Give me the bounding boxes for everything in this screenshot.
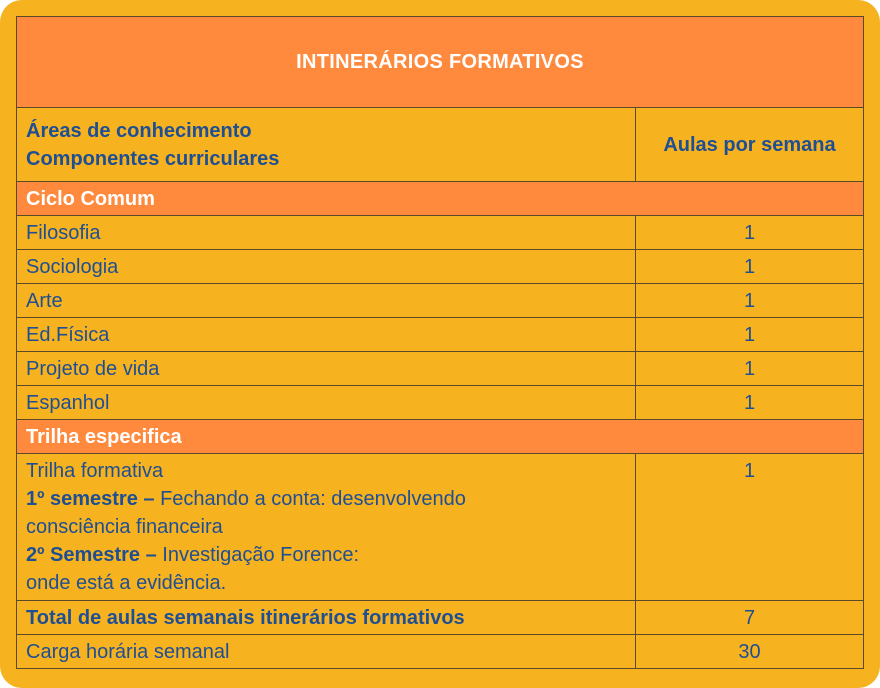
- total-value: 7: [636, 601, 864, 635]
- header-areas: [17, 108, 636, 182]
- subject-name: Filosofia: [17, 216, 636, 250]
- carga-row: [17, 635, 864, 669]
- total-label: Total de aulas semanais itinerários formativos: [17, 601, 636, 635]
- subject-aulas: 1: [636, 318, 864, 352]
- header-areas-line2: Componentes curriculares: [26, 147, 280, 170]
- table-row: [17, 352, 864, 386]
- section-label: Trilha especifica: [17, 420, 864, 454]
- subject-name: Sociologia: [17, 250, 636, 284]
- subject-name: Projeto de vida: [17, 352, 636, 386]
- sem1-text-b: consciência financeira: [26, 516, 223, 538]
- sem2-text-b: onde está a evidência.: [26, 572, 227, 594]
- trilha-sem2: [26, 541, 626, 569]
- section-header-row: [17, 420, 864, 454]
- subject-aulas: 1: [636, 216, 864, 250]
- carga-label: Carga horária semanal: [17, 635, 636, 669]
- title-row: [17, 17, 864, 108]
- subject-aulas: 1: [636, 250, 864, 284]
- table-row: [17, 284, 864, 318]
- table-row: [17, 318, 864, 352]
- header-areas-line1: Áreas de conhecimento: [26, 119, 252, 142]
- section-label: Ciclo Comum: [17, 182, 864, 216]
- carga-value: 30: [636, 635, 864, 669]
- curriculum-table: [16, 16, 864, 669]
- table-row: [17, 386, 864, 420]
- sem1-text-a: Fechando a conta: desenvolvendo: [160, 488, 466, 510]
- subject-aulas: 1: [636, 352, 864, 386]
- subject-aulas: 1: [636, 284, 864, 318]
- trilha-sem1: [26, 485, 626, 513]
- subject-name: Espanhol: [17, 386, 636, 420]
- subject-name: Ed.Física: [17, 318, 636, 352]
- section-header-row: [17, 182, 864, 216]
- trilha-description: [17, 454, 636, 601]
- trilha-aulas: 1: [636, 454, 864, 601]
- header-row: [17, 108, 864, 182]
- sem2-label: 2º Semestre –: [26, 544, 157, 566]
- subject-name: Arte: [17, 284, 636, 318]
- trilha-heading: Trilha formativa: [26, 460, 164, 482]
- sem2-text-a: Investigação Forence:: [162, 544, 360, 566]
- trilha-row: [17, 454, 864, 601]
- table-row: [17, 250, 864, 284]
- header-aulas: Aulas por semana: [636, 108, 864, 182]
- table-title: INTINERÁRIOS FORMATIVOS: [17, 17, 864, 108]
- subject-aulas: 1: [636, 386, 864, 420]
- table-row: [17, 216, 864, 250]
- sem1-label: 1º semestre –: [26, 488, 155, 510]
- total-row: [17, 601, 864, 635]
